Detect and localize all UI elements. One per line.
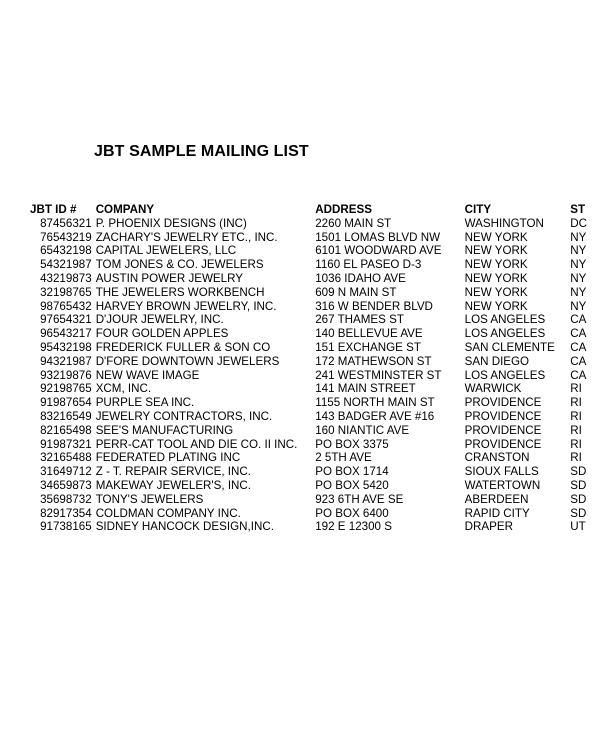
table-row (28, 424, 600, 438)
cell-id: 31649712 (40, 465, 92, 479)
cell-state: SD (570, 465, 587, 479)
table-row (28, 507, 600, 521)
cell-state: CA (570, 313, 587, 327)
cell-state: RI (570, 451, 582, 465)
cell-state: SD (570, 492, 587, 506)
table-row (28, 300, 600, 314)
table-row (28, 438, 600, 452)
cell-company: TOM JONES & CO. JEWELERS (95, 258, 264, 272)
cell-state: RI (570, 423, 582, 437)
cell-id: 32198765 (40, 285, 92, 299)
cell-address: 1160 EL PASEO D-3 (315, 258, 422, 272)
cell-company: XCM, INC. (95, 382, 152, 396)
cell-address: PO BOX 6400 (315, 506, 389, 520)
cell-state: NY (570, 244, 587, 258)
table-row (28, 410, 600, 424)
cell-address: PO BOX 1714 (315, 465, 389, 479)
cell-address: 172 MATHEWSON ST (315, 354, 432, 368)
table-row (28, 396, 600, 410)
cell-city: SAN DIEGO (464, 354, 530, 368)
cell-state: RI (570, 396, 582, 410)
table-row (28, 258, 600, 272)
cell-company: NEW WAVE IMAGE (95, 368, 200, 382)
header-city: CITY (464, 203, 492, 216)
cell-address: 1501 LOMAS BLVD NW (315, 230, 441, 244)
table-row (28, 217, 600, 231)
cell-state: CA (570, 340, 587, 354)
table-row (28, 272, 600, 286)
cell-address: 2 5TH AVE (315, 451, 372, 465)
cell-address: 160 NIANTIC AVE (315, 423, 410, 437)
cell-company: PERR-CAT TOOL AND DIE CO. II INC. (95, 437, 298, 451)
cell-id: 32165488 (40, 451, 92, 465)
cell-city: NEW YORK (464, 271, 528, 285)
cell-address: PO BOX 5420 (315, 478, 389, 492)
table-row (28, 244, 600, 258)
cell-state: UT (570, 520, 586, 534)
cell-state: CA (570, 368, 587, 382)
cell-state: CA (570, 354, 587, 368)
cell-city: PROVIDENCE (464, 409, 542, 423)
cell-city: RAPID CITY (464, 506, 530, 520)
table-row (28, 231, 600, 245)
cell-company: COLDMAN COMPANY INC. (95, 506, 241, 520)
cell-address: 143 BADGER AVE #16 (315, 409, 435, 423)
cell-state: SD (570, 478, 587, 492)
cell-id: 98765432 (40, 299, 92, 313)
cell-state: NY (570, 258, 587, 272)
table-row (28, 493, 600, 507)
cell-state: NY (570, 230, 587, 244)
cell-state: NY (570, 299, 587, 313)
cell-state: RI (570, 382, 582, 396)
cell-city: SIOUX FALLS (464, 465, 539, 479)
cell-company: PURPLE SEA INC. (95, 396, 195, 410)
header-company: COMPANY (95, 203, 155, 216)
table-row (28, 286, 600, 300)
cell-company: TONY'S JEWELERS (95, 492, 204, 506)
cell-city: LOS ANGELES (464, 368, 546, 382)
cell-city: LOS ANGELES (464, 327, 546, 341)
document-title: JBT SAMPLE MAILING LIST (94, 143, 309, 160)
cell-state: NY (570, 271, 587, 285)
cell-city: NEW YORK (464, 285, 528, 299)
cell-address: 2260 MAIN ST (315, 216, 392, 230)
cell-address: 6101 WOODWARD AVE (315, 244, 442, 258)
cell-address: 316 W BENDER BLVD (315, 299, 433, 313)
cell-address: 192 E 12300 S (315, 520, 392, 534)
table-row (28, 382, 600, 396)
mailing-list-table (28, 203, 600, 534)
cell-company: P. PHOENIX DESIGNS (INC) (95, 216, 247, 230)
cell-address: 1155 NORTH MAIN ST (315, 396, 435, 410)
cell-city: NEW YORK (464, 230, 528, 244)
cell-city: WATERTOWN (464, 478, 541, 492)
cell-id: 91987321 (40, 437, 92, 451)
cell-id: 76543219 (40, 230, 92, 244)
cell-state: DC (570, 216, 588, 230)
table-row (28, 369, 600, 383)
cell-company: SIDNEY HANCOCK DESIGN,INC. (95, 520, 274, 534)
cell-city: DRAPER (464, 520, 513, 534)
cell-id: 92198765 (40, 382, 92, 396)
cell-company: THE JEWELERS WORKBENCH (95, 285, 265, 299)
cell-company: FREDERICK FULLER & SON CO (95, 340, 271, 354)
cell-city: WARWICK (464, 382, 522, 396)
cell-address: 609 N MAIN ST (315, 285, 397, 299)
table-row (28, 479, 600, 493)
cell-company: CAPITAL JEWELERS, LLC (95, 244, 237, 258)
cell-city: SAN CLEMENTE (464, 340, 555, 354)
cell-company: SEE'S MANUFACTURING (95, 423, 234, 437)
cell-id: 34659873 (40, 478, 92, 492)
cell-city: CRANSTON (464, 451, 530, 465)
header-id: JBT ID # (30, 203, 77, 216)
cell-company: D'JOUR JEWELRY, INC. (95, 313, 224, 327)
cell-address: 141 MAIN STREET (315, 382, 416, 396)
cell-address: PO BOX 3375 (315, 437, 389, 451)
cell-id: 93219876 (40, 368, 92, 382)
cell-company: D'FORE DOWNTOWN JEWELERS (95, 354, 280, 368)
cell-state: RI (570, 437, 582, 451)
cell-id: 54321987 (40, 258, 92, 272)
table-body (28, 217, 600, 534)
cell-company: AUSTIN POWER JEWELRY (95, 271, 243, 285)
cell-address: 140 BELLEVUE AVE (315, 327, 423, 341)
cell-id: 35698732 (40, 492, 92, 506)
table-row (28, 520, 600, 534)
cell-address: 923 6TH AVE SE (315, 492, 404, 506)
header-state: ST (570, 203, 586, 216)
cell-id: 94321987 (40, 354, 92, 368)
cell-state: SD (570, 506, 587, 520)
table-header-row (28, 203, 600, 217)
cell-address: 241 WESTMINSTER ST (315, 368, 442, 382)
table-row (28, 451, 600, 465)
cell-state: NY (570, 285, 587, 299)
cell-id: 91987654 (40, 396, 92, 410)
cell-id: 82165498 (40, 423, 92, 437)
cell-id: 82917354 (40, 506, 92, 520)
cell-city: PROVIDENCE (464, 396, 542, 410)
cell-id: 95432198 (40, 340, 92, 354)
cell-city: WASHINGTON (464, 216, 544, 230)
table-row (28, 313, 600, 327)
cell-city: PROVIDENCE (464, 437, 542, 451)
cell-company: HARVEY BROWN JEWELRY, INC. (95, 299, 277, 313)
cell-city: NEW YORK (464, 258, 528, 272)
cell-id: 97654321 (40, 313, 92, 327)
cell-city: ABERDEEN (464, 492, 529, 506)
cell-address: 267 THAMES ST (315, 313, 404, 327)
cell-id: 96543217 (40, 327, 92, 341)
cell-id: 91738165 (40, 520, 92, 534)
table-row (28, 327, 600, 341)
cell-company: JEWELRY CONTRACTORS, INC. (95, 409, 273, 423)
cell-id: 65432198 (40, 244, 92, 258)
table-row (28, 465, 600, 479)
cell-state: CA (570, 327, 587, 341)
cell-id: 83216549 (40, 409, 92, 423)
cell-address: 151 EXCHANGE ST (315, 340, 421, 354)
cell-company: FEDERATED PLATING INC (95, 451, 241, 465)
cell-company: MAKEWAY JEWELER'S, INC. (95, 478, 252, 492)
cell-id: 87456321 (40, 216, 92, 230)
cell-id: 43219873 (40, 271, 92, 285)
table-row (28, 341, 600, 355)
cell-state: RI (570, 409, 582, 423)
cell-company: ZACHARY'S JEWELRY ETC., INC. (95, 230, 278, 244)
cell-address: 1036 IDAHO AVE (315, 271, 406, 285)
cell-city: PROVIDENCE (464, 423, 542, 437)
header-address: ADDRESS (315, 203, 372, 216)
cell-city: LOS ANGELES (464, 313, 546, 327)
cell-company: FOUR GOLDEN APPLES (95, 327, 229, 341)
cell-city: NEW YORK (464, 299, 528, 313)
table-row (28, 355, 600, 369)
cell-company: Z - T. REPAIR SERVICE, INC. (95, 465, 251, 479)
cell-city: NEW YORK (464, 244, 528, 258)
